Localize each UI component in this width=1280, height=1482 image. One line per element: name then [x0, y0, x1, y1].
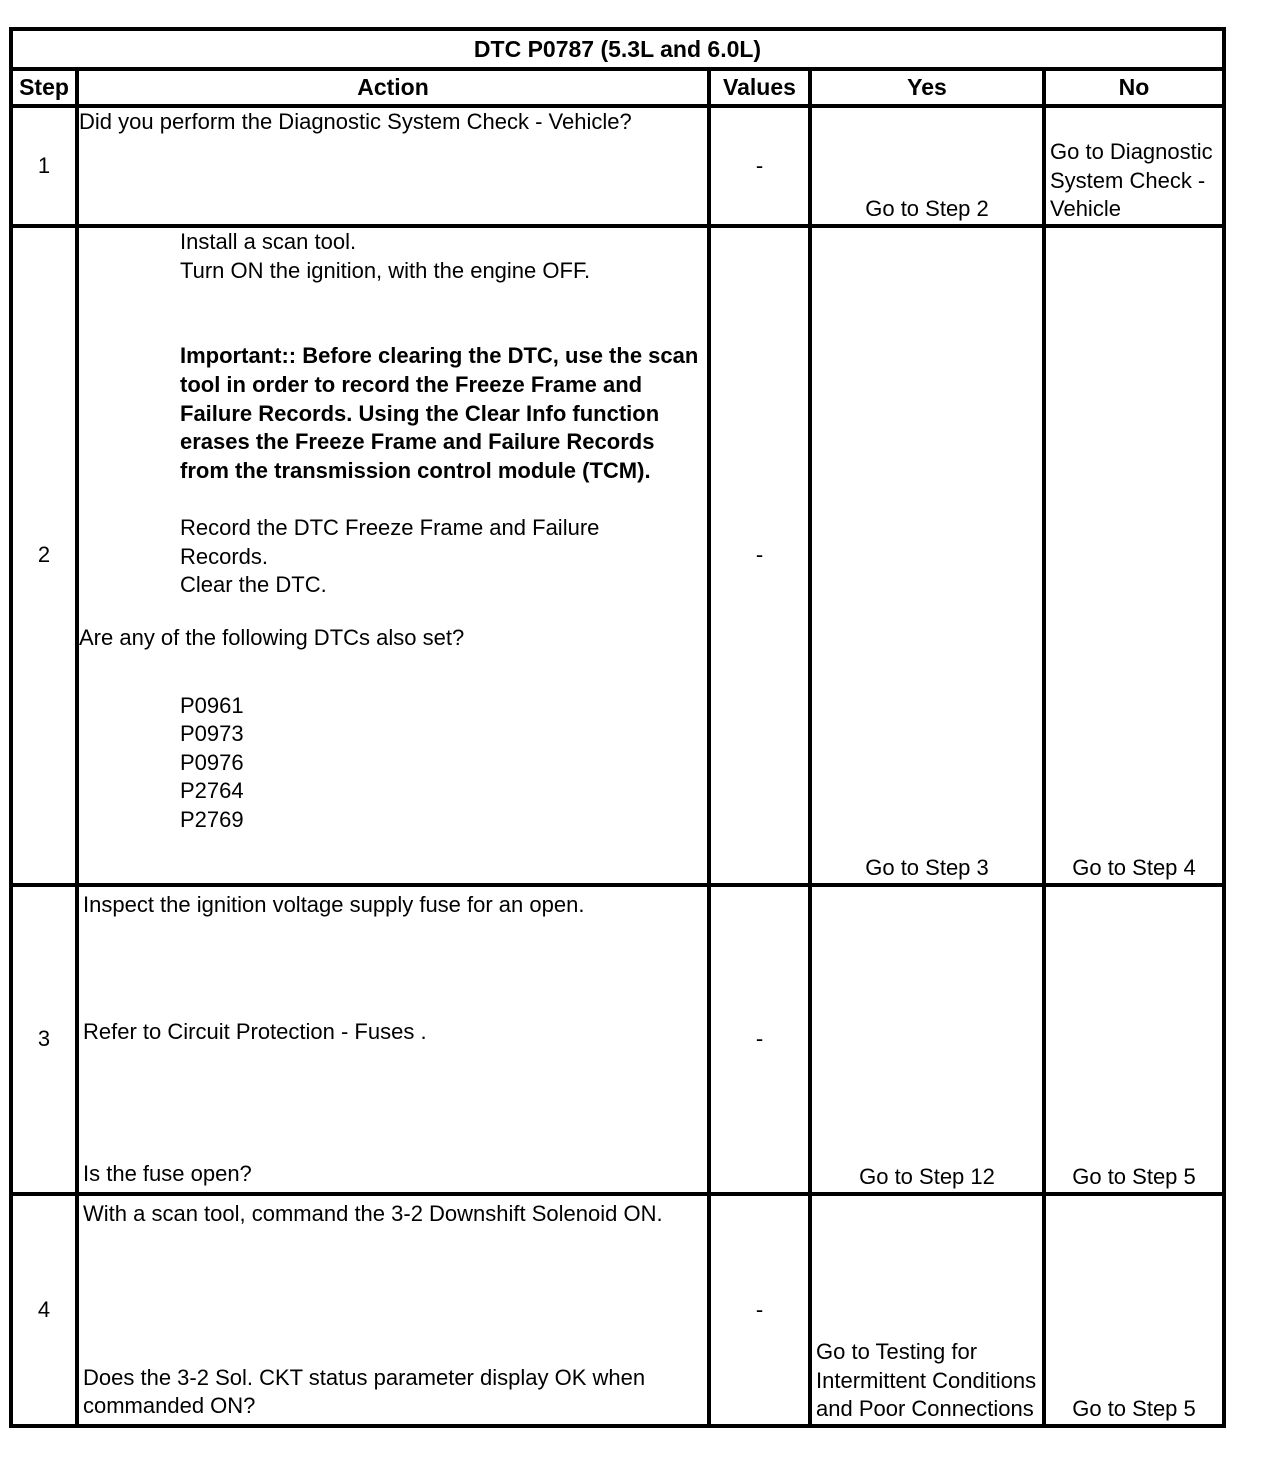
yes-cell: Go to Step 3	[810, 226, 1044, 885]
step-number: 4	[11, 1194, 77, 1426]
values-cell: -	[709, 1194, 810, 1426]
action-cell	[77, 106, 709, 226]
action-text: Refer to Circuit Protection - Fuses .	[83, 1019, 427, 1044]
table-row	[11, 106, 1224, 226]
action-text: Inspect the ignition voltage supply fuse for an open.	[83, 892, 585, 917]
action-cell	[77, 1194, 709, 1426]
table-row	[11, 226, 1224, 885]
action-step: Turn ON the ignition, with the engine OFF.	[180, 257, 591, 283]
yes-cell: Go to Step 2	[810, 106, 1044, 226]
action-step: Install a scan tool.	[180, 229, 357, 254]
dtc-table	[9, 27, 1226, 1428]
header-no: No	[1044, 69, 1224, 106]
action-question: Did you perform the Diagnostic System Check - Vehicle?	[79, 109, 632, 134]
no-cell: Go to Step 5	[1044, 885, 1224, 1194]
table-row	[11, 885, 1224, 1194]
important-note: Important:: Before clearing the DTC, use the scan tool in order to record the Freeze Frame and Failure Records. Using the Clear Info function erases the Freeze Frame and Failure Records from the transmission control module (TCM).	[180, 343, 699, 483]
table-row	[11, 1194, 1224, 1426]
dtc-code: P0961	[180, 692, 244, 718]
step-number: 3	[11, 885, 77, 1194]
header-values: Values	[709, 69, 810, 106]
no-cell: Go to Diagnostic System Check - Vehicle	[1044, 106, 1224, 226]
values-cell: -	[709, 885, 810, 1194]
header-action: Action	[77, 69, 709, 106]
step-number: 2	[11, 226, 77, 885]
dtc-code: P0976	[180, 749, 244, 775]
values-cell: -	[709, 226, 810, 885]
action-cell	[77, 226, 709, 885]
dtc-code: P2769	[180, 806, 244, 832]
yes-cell: Go to Testing for Intermittent Conditions and Poor Connections	[810, 1194, 1044, 1426]
action-step: Clear the DTC.	[180, 572, 327, 598]
header-step: Step	[11, 69, 77, 106]
header-yes: Yes	[810, 69, 1044, 106]
table-title: DTC P0787 (5.3L and 6.0L)	[11, 29, 1224, 69]
action-question: Is the fuse open?	[83, 1161, 252, 1187]
action-question: Does the 3-2 Sol. CKT status parameter display OK when commanded ON?	[83, 1364, 646, 1419]
action-step: Record the DTC Freeze Frame and Failure Records.	[180, 514, 600, 569]
step-number: 1	[11, 106, 77, 226]
dtc-code: P0973	[180, 721, 244, 747]
action-text: With a scan tool, command the 3-2 Downshift Solenoid ON.	[83, 1201, 663, 1226]
yes-cell: Go to Step 12	[810, 885, 1044, 1194]
no-cell: Go to Step 5	[1044, 1194, 1224, 1426]
values-cell: -	[709, 106, 810, 226]
action-cell	[77, 885, 709, 1194]
action-question: Are any of the following DTCs also set?	[79, 625, 465, 651]
no-cell: Go to Step 4	[1044, 226, 1224, 885]
dtc-code: P2764	[180, 778, 244, 804]
